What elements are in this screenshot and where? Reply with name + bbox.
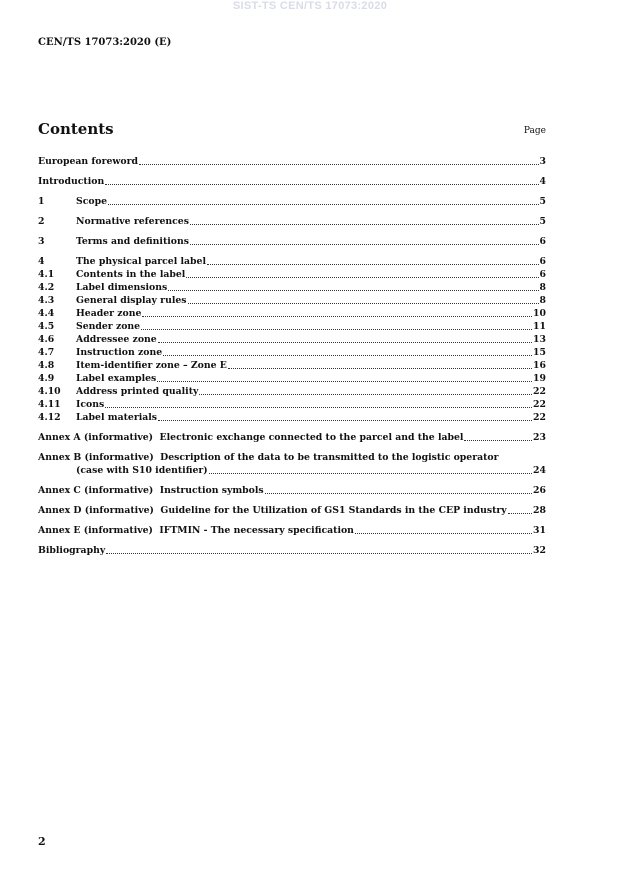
toc-entry-text: The physical parcel label xyxy=(76,256,206,267)
dot-leader xyxy=(228,368,532,369)
toc-entry-text: Address printed quality xyxy=(76,386,199,397)
toc-entry-page: 6 xyxy=(539,269,546,280)
toc-entry-text: Annex D (informative) Guideline for the Utilization of GS1 Standards in the CEP industry xyxy=(38,505,507,516)
toc-entry-page: 22 xyxy=(533,412,546,423)
toc-entry-page: 22 xyxy=(533,399,546,410)
toc-entry-page: 5 xyxy=(539,196,546,207)
toc-entry-number: 4.2 xyxy=(38,282,55,293)
toc-entry-page: 15 xyxy=(533,347,546,358)
toc-entry-page: 28 xyxy=(533,505,546,516)
toc-entry-scope[interactable] xyxy=(38,195,546,208)
dot-leader xyxy=(157,381,532,382)
toc-entry-number: 4.6 xyxy=(38,334,55,345)
toc-entry-text: General display rules xyxy=(76,295,187,306)
dot-leader xyxy=(105,407,532,408)
toc-entry-text-continued: (case with S10 identifier) xyxy=(76,465,208,476)
toc-entry-4-11[interactable] xyxy=(38,398,546,411)
dot-leader xyxy=(209,473,532,474)
toc-entry-4-12[interactable] xyxy=(38,411,546,424)
toc-entry-number: 2 xyxy=(38,216,45,227)
toc-entry-text: Addressee zone xyxy=(76,334,157,345)
dot-leader xyxy=(190,224,539,225)
document-id: CEN/TS 17073:2020 (E) xyxy=(38,37,172,48)
dot-leader xyxy=(199,394,532,395)
toc-entry-number: 4.4 xyxy=(38,308,55,319)
toc-entry-page: 8 xyxy=(539,295,546,306)
toc-entry-number: 4.12 xyxy=(38,412,61,423)
toc-entry-physical-parcel-label[interactable] xyxy=(38,255,546,268)
toc-entry-text: Bibliography xyxy=(38,545,106,556)
toc-entry-4-5[interactable] xyxy=(38,320,546,333)
toc-entry-number: 4.7 xyxy=(38,347,55,358)
dot-leader xyxy=(207,264,539,265)
toc-entry-number: 4.1 xyxy=(38,269,55,280)
toc-entry-text: Sender zone xyxy=(76,321,141,332)
toc-entry-text: Label examples xyxy=(76,373,157,384)
toc-entry-number: 4.11 xyxy=(38,399,61,410)
dot-leader xyxy=(106,553,532,554)
toc-entry-normative-references[interactable] xyxy=(38,215,546,228)
dot-leader xyxy=(158,342,532,343)
toc-entry-4-1[interactable] xyxy=(38,268,546,281)
toc-entry-4-3[interactable] xyxy=(38,294,546,307)
watermark: SIST-TS CEN/TS 17073:2020 xyxy=(232,0,388,12)
dot-leader xyxy=(105,184,538,185)
toc-entry-text: Instruction zone xyxy=(76,347,163,358)
toc-entry-text: Terms and definitions xyxy=(76,236,189,247)
toc-entry-number: 1 xyxy=(38,196,45,207)
dot-leader xyxy=(508,513,532,514)
toc-entry-page: 16 xyxy=(533,360,546,371)
toc-entry-page: 6 xyxy=(539,236,546,247)
toc-entry-4-2[interactable] xyxy=(38,281,546,294)
toc-entry-page: 32 xyxy=(533,545,546,556)
toc-entry-number: 4.8 xyxy=(38,360,55,371)
dot-leader xyxy=(188,303,539,304)
toc-entry-number: 4.5 xyxy=(38,321,55,332)
toc-entry-annex-c[interactable] xyxy=(38,484,546,497)
toc-entry-text: Label materials xyxy=(76,412,158,423)
toc-entry-terms-definitions[interactable] xyxy=(38,235,546,248)
toc-entry-page: 10 xyxy=(533,308,546,319)
toc-entry-text: Normative references xyxy=(76,216,189,227)
toc-entry-page: 26 xyxy=(533,485,546,496)
dot-leader xyxy=(186,277,538,278)
toc-entry-text: Introduction xyxy=(38,176,105,187)
dot-leader xyxy=(265,493,532,494)
toc-entry-page: 6 xyxy=(539,256,546,267)
toc-entry-page: 3 xyxy=(539,156,546,167)
toc-entry-page: 22 xyxy=(533,386,546,397)
toc-entry-4-9[interactable] xyxy=(38,372,546,385)
dot-leader xyxy=(142,316,532,317)
toc-entry-number: 4 xyxy=(38,256,45,267)
toc-entry-page: 13 xyxy=(533,334,546,345)
toc-entry-text: Item-identifier zone – Zone E xyxy=(76,360,227,371)
toc-entry-text: European foreword xyxy=(38,156,138,167)
page-number: 2 xyxy=(38,835,46,848)
toc-entry-foreword[interactable] xyxy=(38,155,546,168)
toc-entry-annex-b[interactable] xyxy=(38,451,546,477)
dot-leader xyxy=(168,290,538,291)
dot-leader xyxy=(139,164,539,165)
toc-entry-bibliography[interactable] xyxy=(38,544,546,557)
dot-leader xyxy=(141,329,532,330)
toc-entry-text: Annex A (informative) Electronic exchange connected to the parcel and the label xyxy=(38,432,464,443)
toc-entry-page: 4 xyxy=(539,176,546,187)
contents-title: Contents xyxy=(38,120,114,138)
toc-entry-page: 23 xyxy=(533,432,546,443)
toc-entry-page: 24 xyxy=(533,465,546,476)
toc-entry-page: 31 xyxy=(533,525,546,536)
dot-leader xyxy=(355,533,532,534)
toc-entry-text: Label dimensions xyxy=(76,282,168,293)
toc-entry-annex-a[interactable] xyxy=(38,431,546,444)
toc-entry-text: Icons xyxy=(76,399,105,410)
toc-entry-text: Header zone xyxy=(76,308,142,319)
toc-entry-4-6[interactable] xyxy=(38,333,546,346)
toc-entry-text: Contents in the label xyxy=(76,269,186,280)
toc-entry-text: Scope xyxy=(76,196,107,207)
toc-entry-number: 4.9 xyxy=(38,373,55,384)
dot-leader xyxy=(158,420,532,421)
toc-entry-page: 19 xyxy=(533,373,546,384)
toc-entry-number: 4.10 xyxy=(38,386,61,397)
dot-leader xyxy=(163,355,532,356)
dot-leader xyxy=(190,244,539,245)
toc-entry-annex-d[interactable] xyxy=(38,504,546,517)
toc-entry-introduction[interactable] xyxy=(38,175,546,188)
dot-leader xyxy=(108,204,539,205)
toc-entry-4-8[interactable] xyxy=(38,359,546,372)
toc-entry-4-7[interactable] xyxy=(38,346,546,359)
toc-entry-annex-e[interactable] xyxy=(38,524,546,537)
toc-entry-number: 3 xyxy=(38,236,45,247)
toc-entry-text: Annex E (informative) IFTMIN - The necessary specification xyxy=(38,525,354,536)
table-of-contents xyxy=(38,155,546,557)
dot-leader xyxy=(464,440,532,441)
toc-entry-4-10[interactable] xyxy=(38,385,546,398)
toc-entry-4-4[interactable] xyxy=(38,307,546,320)
page-column-label: Page xyxy=(523,126,546,136)
toc-entry-number: 4.3 xyxy=(38,295,55,306)
toc-entry-text: Annex C (informative) Instruction symbols xyxy=(38,485,264,496)
toc-entry-text: Annex B (informative) Description of the data to be transmitted to the logistic operator xyxy=(38,452,499,463)
toc-entry-page: 8 xyxy=(539,282,546,293)
toc-entry-page: 5 xyxy=(539,216,546,227)
toc-entry-page: 11 xyxy=(533,321,546,332)
